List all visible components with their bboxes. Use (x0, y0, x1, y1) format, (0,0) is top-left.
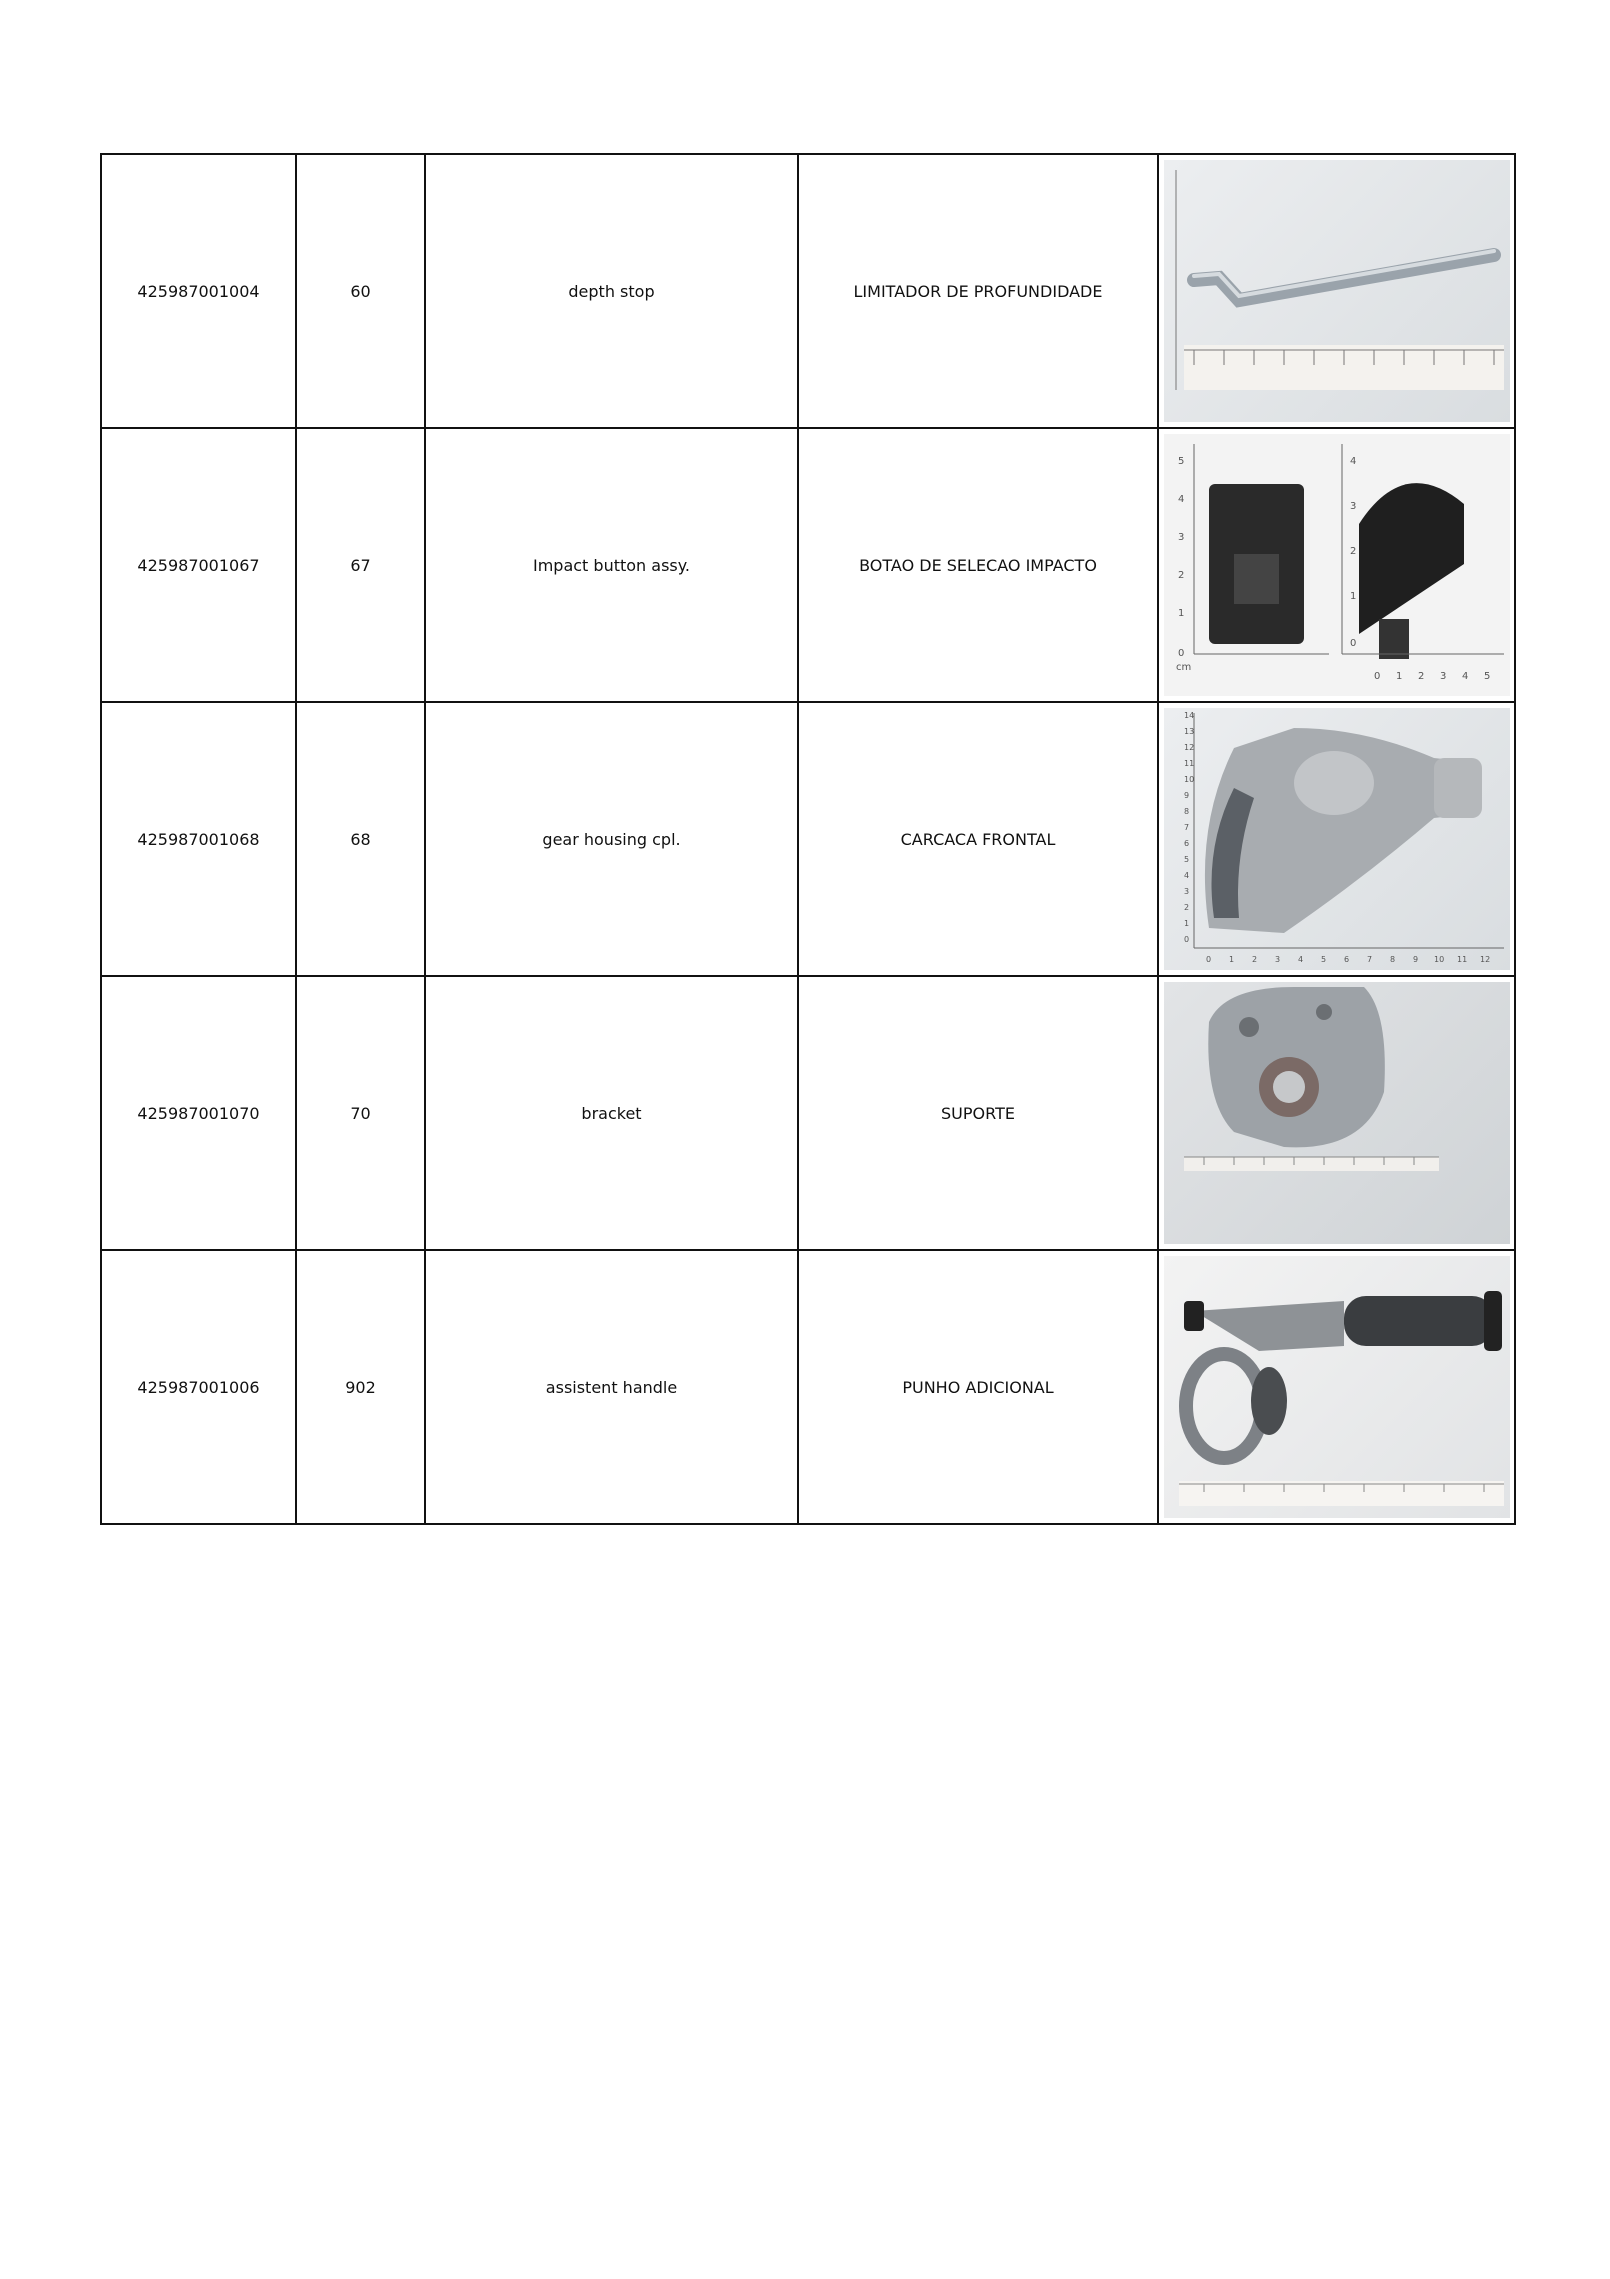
scale-label: 10 (1433, 955, 1444, 964)
part-name-en: bracket (425, 976, 798, 1250)
position-number: 70 (296, 976, 425, 1250)
part-photo-cell (1158, 976, 1515, 1250)
scale-label: 9 (1183, 791, 1189, 800)
article-number: 425987001067 (101, 428, 296, 702)
scale-label: 3 (1349, 501, 1356, 512)
depth-stop-photo (1164, 160, 1510, 422)
scale-label: 9 (1412, 955, 1418, 964)
article-number: 425987001006 (101, 1250, 296, 1524)
scale-label: 1 (1183, 919, 1189, 928)
part-photo-cell (1158, 702, 1515, 976)
part-name-pt: SUPORTE (798, 976, 1158, 1250)
scale-label: 1 (1395, 671, 1402, 682)
scale-label: 5 (1177, 456, 1184, 467)
article-number: 425987001070 (101, 976, 296, 1250)
part-name-pt: PUNHO ADICIONAL (798, 1250, 1158, 1524)
scale-label: 4 (1183, 871, 1189, 880)
article-number: 425987001004 (101, 154, 296, 428)
bracket-photo (1164, 982, 1510, 1244)
scale-label: 8 (1183, 807, 1189, 816)
scale-label: 3 (1177, 532, 1184, 543)
scale-label: 2 (1177, 570, 1184, 581)
scale-label: 4 (1177, 494, 1184, 505)
gear-housing-photo (1164, 708, 1510, 970)
scale-label: 0 (1177, 648, 1184, 659)
scale-label: 5 (1483, 671, 1490, 682)
part-photo-cell (1158, 428, 1515, 702)
scale-label: 10 (1183, 775, 1194, 784)
scale-label: 4 (1297, 955, 1303, 964)
scale-label: 14 (1183, 711, 1194, 720)
scale-label: 11 (1183, 759, 1194, 768)
position-number: 67 (296, 428, 425, 702)
scale-label: 2 (1349, 546, 1356, 557)
scale-label: 0 (1373, 671, 1380, 682)
scale-label: 6 (1183, 839, 1189, 848)
scale-label: 1 (1349, 591, 1356, 602)
scale-label: 3 (1274, 955, 1280, 964)
part-photo-cell (1158, 1250, 1515, 1524)
scale-label: 2 (1417, 671, 1424, 682)
scale-label: 5 (1183, 855, 1189, 864)
scale-label: 0 (1205, 955, 1211, 964)
scale-label: 12 (1479, 955, 1490, 964)
part-name-en: depth stop (425, 154, 798, 428)
scale-label: 7 (1183, 823, 1189, 832)
table-row (101, 154, 1515, 428)
part-name-en: gear housing cpl. (425, 702, 798, 976)
part-name-pt: CARCACA FRONTAL (798, 702, 1158, 976)
position-number: 68 (296, 702, 425, 976)
parts-table (100, 153, 1516, 1525)
table-row (101, 428, 1515, 702)
scale-label: 0 (1349, 638, 1356, 649)
scale-label: 1 (1228, 955, 1234, 964)
part-name-pt: LIMITADOR DE PROFUNDIDADE (798, 154, 1158, 428)
scale-label: 7 (1366, 955, 1372, 964)
scale-label: 2 (1251, 955, 1257, 964)
scale-label: 0 (1183, 935, 1189, 944)
part-name-en: assistent handle (425, 1250, 798, 1524)
position-number: 60 (296, 154, 425, 428)
scale-label: 3 (1439, 671, 1446, 682)
part-name-en: Impact button assy. (425, 428, 798, 702)
scale-label: 11 (1456, 955, 1467, 964)
part-photo-cell (1158, 154, 1515, 428)
scale-label: 4 (1461, 671, 1468, 682)
table-row (101, 976, 1515, 1250)
table-row (101, 702, 1515, 976)
article-number: 425987001068 (101, 702, 296, 976)
scale-label: 5 (1320, 955, 1326, 964)
scale-label: 1 (1177, 608, 1184, 619)
impact-button-photo (1164, 434, 1510, 696)
scale-label: 8 (1389, 955, 1395, 964)
table-row (101, 1250, 1515, 1524)
scale-label: 3 (1183, 887, 1189, 896)
position-number: 902 (296, 1250, 425, 1524)
scale-label: 2 (1183, 903, 1189, 912)
part-name-pt: BOTAO DE SELECAO IMPACTO (798, 428, 1158, 702)
scale-label: cm (1175, 662, 1191, 673)
scale-label: 4 (1349, 456, 1356, 467)
scale-label: 13 (1183, 727, 1194, 736)
assistant-handle-photo (1164, 1256, 1510, 1518)
scale-label: 6 (1343, 955, 1349, 964)
scale-label: 12 (1183, 743, 1194, 752)
